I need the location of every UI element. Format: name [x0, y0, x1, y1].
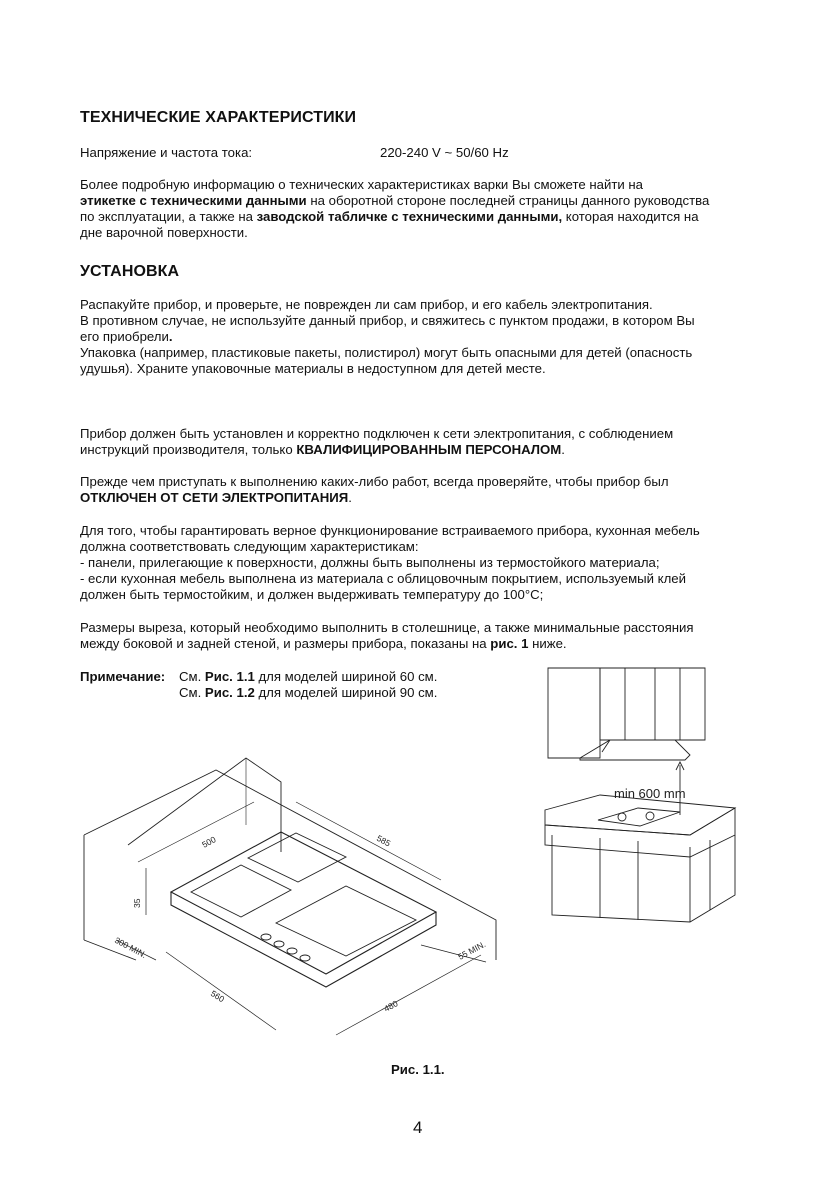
line: Для того, чтобы гарантировать верное функционирование встраиваемого прибора, кухонная мебель — [80, 523, 700, 538]
dim-560: 560 — [208, 988, 227, 1005]
text: которая находится на — [562, 209, 699, 224]
countertop-outline — [84, 770, 496, 960]
figure-caption: Рис. 1.1. — [391, 1062, 445, 1077]
install-paragraph-3 — [80, 474, 780, 506]
specs-title: ТЕХНИЧЕСКИЕ ХАРАКТЕРИСТИКИ — [80, 109, 357, 126]
line: В противном случае, не используйте данный прибор, и свяжитесь с пунктом продажи, в котором Вы — [80, 313, 695, 328]
install-paragraph-4 — [80, 523, 790, 603]
dim-585: 585 — [375, 832, 393, 849]
install-paragraph-2 — [80, 426, 780, 458]
dim-35: 35 — [132, 898, 142, 908]
specs-info-line — [80, 209, 770, 225]
line — [80, 329, 780, 345]
voltage-value: 220-240 V ~ 50/60 Hz — [380, 145, 509, 160]
note-line-2 — [179, 685, 437, 701]
specs-info-line: дне варочной поверхности. — [80, 225, 248, 240]
line: - если кухонная мебель выполнена из материала с облицовочным покрытием, используемый клей — [80, 571, 686, 586]
min-600-label: min 600 mm — [614, 786, 686, 801]
hob-edge — [171, 892, 436, 987]
dim-line-500 — [138, 802, 254, 862]
dim-500: 500 — [200, 834, 218, 850]
dim-300: 300 MIN. — [113, 934, 149, 960]
specs-info — [80, 177, 770, 241]
knob-icon — [300, 955, 310, 961]
line: Прибор должен быть установлен и корректно подключен к сети электропитания, с соблюдением — [80, 426, 674, 441]
line — [80, 442, 780, 458]
hood — [580, 740, 690, 760]
note-label: Примечание: — [80, 669, 166, 684]
disconnected-warning: ОТКЛЮЧЕН ОТ СЕТИ ЭЛЕКТРОПИТАНИЯ — [80, 490, 349, 505]
text: его приобрели — [80, 329, 169, 344]
text: для моделей шириной 90 см. — [254, 685, 438, 700]
fig-ref: Рис. 1.2 — [204, 685, 255, 700]
line: Распакуйте прибор, и проверьте, не поврежден ли сам прибор, и его кабель электропитания. — [80, 297, 653, 312]
line — [80, 490, 780, 506]
fig-ref: Рис. 1.1 — [204, 669, 255, 684]
note-line-1 — [179, 669, 437, 685]
figure-ref: рис. 1 — [490, 636, 529, 651]
text: См. — [179, 685, 205, 700]
dim-line-585 — [296, 802, 441, 880]
line: должен быть термостойким, и должен выдерживать температуру до 100°C; — [80, 587, 544, 602]
line: должна соответствовать следующим характеристикам: — [80, 539, 419, 554]
text: для моделей шириной 60 см. — [254, 669, 438, 684]
dim-line-560 — [166, 952, 276, 1030]
dim-55: 55 MIN. — [456, 938, 488, 962]
text: ниже. — [528, 636, 567, 651]
install-paragraph-1 — [80, 297, 780, 377]
knob-icon — [274, 941, 284, 947]
dim-line-480 — [336, 955, 481, 1035]
voltage-label: Напряжение и частота тока: — [80, 145, 253, 160]
install-paragraph-5 — [80, 620, 790, 652]
line: удушья). Храните упаковочные материалы в недоступном для детей месте. — [80, 361, 546, 376]
line: - панели, прилегающие к поверхности, должны быть выполнены из термостойкого материала; — [80, 555, 660, 570]
upper-cabinet-front — [600, 668, 705, 740]
knob-icon — [287, 948, 297, 954]
text: инструкций производителя, только — [80, 442, 297, 457]
install-title: УСТАНОВКА — [80, 263, 180, 280]
specs-info-line — [80, 193, 770, 209]
text: . — [168, 329, 173, 344]
label-bold: этикетке с техническими данными — [80, 193, 307, 208]
dim-480: 480 — [382, 998, 400, 1014]
page-number: 4 — [413, 1118, 423, 1137]
hob-icon — [598, 808, 680, 826]
upper-cabinet — [548, 668, 600, 758]
burner-zone-right — [276, 886, 416, 956]
line: Прежде чем приступать к выполнению каких-либо работ, всегда проверяйте, чтобы прибор был — [80, 474, 669, 489]
text: на оборотной стороне последней страницы данного руководства — [306, 193, 710, 208]
line: Размеры выреза, который необходимо выполнить в столешнице, а также минимальные расстояния — [80, 620, 694, 635]
specs-info-line: Более подробную информацию о технических характеристиках варки Вы сможете найти на — [80, 177, 644, 192]
cutout-diagram — [76, 740, 506, 1060]
qualified-personnel: КВАЛИФИЦИРОВАННЫМ ПЕРСОНАЛОМ — [296, 442, 562, 457]
countertop — [545, 795, 735, 835]
text: . — [348, 490, 352, 505]
hob-top — [171, 832, 436, 974]
text: . — [561, 442, 565, 457]
text: по эксплуатации, а также на — [80, 209, 257, 224]
text: См. — [179, 669, 205, 684]
clearance-diagram — [540, 660, 750, 925]
plate-bold: заводской табличке с техническими данными, — [256, 209, 563, 224]
line — [80, 636, 790, 652]
line: Упаковка (например, пластиковые пакеты, полистирол) могут быть опасными для детей (опасность — [80, 345, 693, 360]
text: между боковой и задней стеной, и размеры прибора, показаны на — [80, 636, 491, 651]
knob-icon — [261, 934, 271, 940]
